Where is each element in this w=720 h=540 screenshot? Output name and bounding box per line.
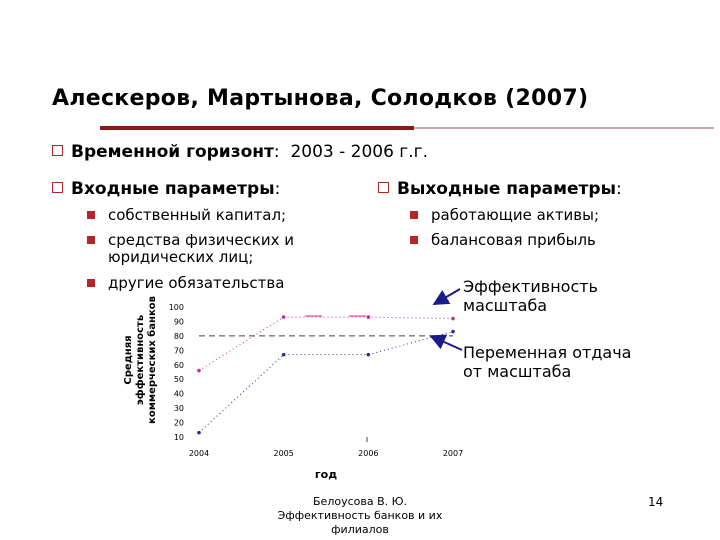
x-axis-title: год [314,468,338,481]
y-tick-label: 80 [173,331,184,341]
x-tick-label: 2007 [442,449,464,458]
x-tick-label: 2004 [188,449,210,458]
horizon-label: Временной горизонт [71,142,274,162]
footer-title-continuation: филиалов [331,523,389,536]
y-tick-label: 30 [173,404,184,414]
page-title: Алескеров, Мартынова, Солодков (2007) [52,86,589,111]
horizon-value: 2003 - 2006 г.г. [290,142,428,162]
variable-arrow-icon [433,337,462,350]
input-item: средства физических и [108,231,294,249]
footer-title: Эффективность банков и их [277,509,443,522]
data-point [451,330,455,334]
annotation-scale-efficiency [463,277,598,315]
y-axis-title [123,296,158,424]
data-point [282,315,286,319]
y-tick-label: 100 [168,303,184,312]
y-axis-title-line: коммерческих банков [147,296,158,424]
y-tick-label: 70 [173,346,184,356]
data-point [367,315,371,319]
data-point [282,353,286,357]
annotation-line: Переменная отдача [463,343,632,362]
outputs-colon: : [615,179,622,199]
output-item: балансовая прибыль [431,231,596,249]
y-axis-title-line: эффективность [135,314,146,406]
data-point [451,317,455,321]
inputs-colon: : [274,179,281,199]
data-point [367,353,371,357]
annotation-variable-returns [463,343,631,381]
page-number: 14 [648,495,664,509]
x-tick-label: 2006 [358,449,379,458]
y-axis-title-line: Средняя [123,335,134,385]
footer [250,495,470,537]
annotation-line: от масштаба [463,362,572,381]
input-item-continuation: юридических лиц; [108,248,254,266]
y-tick-label: 40 [173,389,184,399]
footer-author: Белоусова В. Ю. [313,495,407,508]
data-point [197,369,201,373]
y-tick-label: 20 [173,418,184,428]
y-tick-label: 90 [173,317,184,327]
inputs-label: Входные параметры [71,179,275,199]
annotation-line: Эффективность [463,277,598,296]
input-item: другие обязательства [108,274,285,292]
x-tick-label: 2005 [273,449,294,458]
input-item: собственный капитал; [108,206,287,224]
y-tick-label: 50 [173,375,184,385]
annotation-line: масштаба [463,296,548,315]
y-tick-label: 10 [173,433,184,442]
outputs-label: Выходные параметры [397,179,616,199]
horizon-colon: : [273,142,280,162]
series-line [199,317,453,370]
output-item: работающие активы; [431,206,600,224]
scale-arrow-icon [436,289,460,303]
y-tick-label: 60 [173,360,184,370]
data-point [197,431,201,435]
